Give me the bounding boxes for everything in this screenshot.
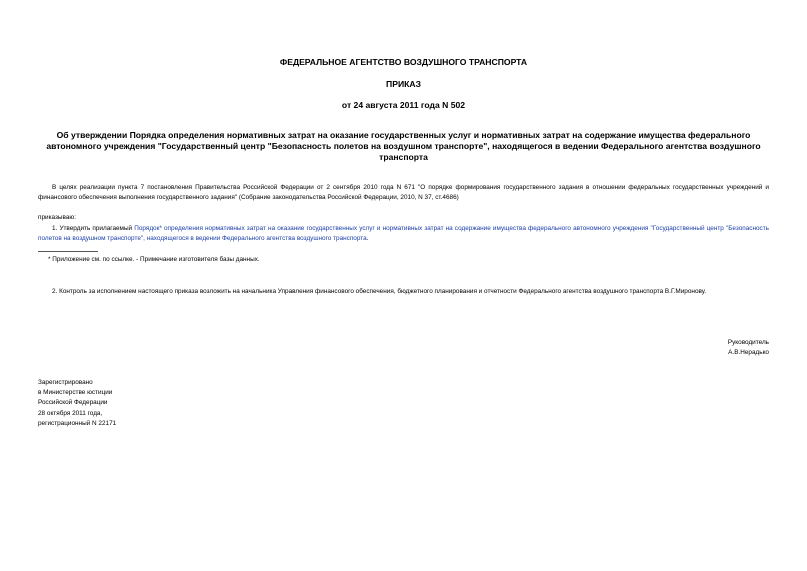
document-page (38, 0, 769, 571)
order-item-1 (38, 224, 769, 244)
signature-block (728, 338, 769, 358)
order-item-2: 2. Контроль за исполнением настоящего приказа возложить на начальника Управления финансового обеспечения, бюджетного планирования и отчетности Федерального агентства воздушного транспорта В.Г.Миронову. (52, 288, 707, 295)
document-date-number: от 24 августа 2011 года N 502 (341, 100, 466, 110)
footnote-divider (38, 251, 98, 252)
document-title: Об утверждении Порядка определения нормативных затрат на оказание государственных услуг и нормативных затрат на содержание имущества федерального автономного учреждения "Государственный центр "Безопасность полетов на воздушном транспорте", находящегося в ведении Федерального агентства воздушного транспорта (46, 130, 761, 163)
registration-line-5: регистрационный N 22171 (38, 419, 117, 427)
registration-line-4: 28 октября 2011 года, (38, 409, 103, 417)
document-type-heading: ПРИКАЗ (386, 79, 421, 89)
agency-heading: ФЕДЕРАЛЬНОЕ АГЕНТСТВО ВОЗДУШНОГО ТРАНСПОРТА (279, 57, 528, 67)
footnote-text: * Приложение см. по ссылке. - Примечание изготовителя базы данных. (48, 256, 260, 263)
registration-block (38, 378, 116, 429)
registration-line-3: Российской Федерации (38, 399, 108, 407)
item1-suffix: . (366, 234, 369, 242)
registration-line-2: в Министерстве юстиции (38, 389, 113, 397)
item1-prefix: 1. Утвердить прилагаемый (52, 225, 133, 232)
signature-position: Руководитель (727, 339, 769, 346)
registration-line-1: Зарегистрировано (38, 379, 93, 386)
signature-name: А.В.Нерадько (728, 349, 769, 356)
order-word: приказываю: (38, 214, 76, 221)
preamble-paragraph: В целях реализации пункта 7 постановления Правительства Российской Федерации от 2 сентября 2010 года N 671 "О порядке формирования государственного задания в отношении федеральных государственных учреждений и финансового обеспечения выполнения государственного задания" (Собрание законодательства Российской Федерации, 2010, N 37, ст.4686) (38, 184, 769, 201)
procedure-link[interactable]: Порядок* определения нормативных затрат на оказание государственных услуг и нормативных затрат на содержание имущества федерального автономного учреждения "Государственный центр "Безопасность полетов на воздушном транспорте", находящегося в ведении Федерального агентства воздушного транспорта (38, 225, 769, 242)
